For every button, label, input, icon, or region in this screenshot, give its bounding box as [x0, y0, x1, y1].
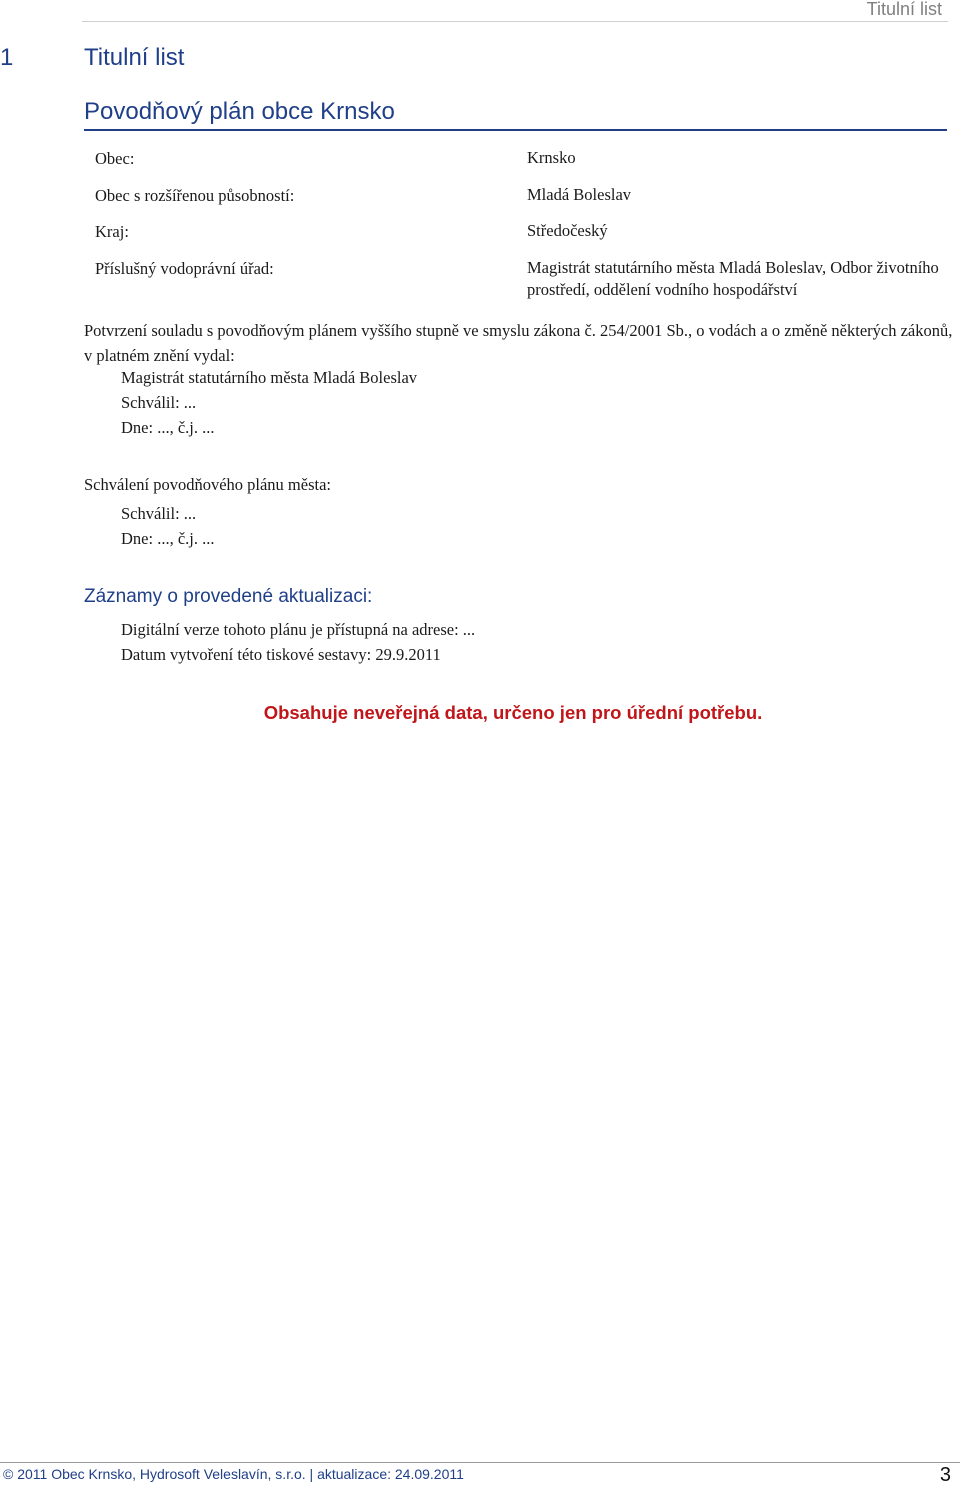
page-number: 3: [939, 1464, 951, 1486]
title-divider: [84, 129, 947, 131]
footer-copyright: © 2011 Obec Krnsko, Hydrosoft Veleslavín, s.r.o. | aktualizace: 24.09.2011: [3, 1466, 464, 1482]
info-value-urad: Magistrát statutárního města Mladá Boleslav, Odbor životního prostředí, oddělení vodního hospodářství: [527, 258, 939, 299]
approval-approved-by: Schválil: ...: [121, 504, 197, 523]
confirmation-issuer: Magistrát statutárního města Mladá Boleslav: [121, 368, 418, 387]
info-label-obec: Obec:: [95, 149, 135, 168]
info-value-obec: Krnsko: [527, 148, 576, 167]
info-label-urad: Příslušný vodoprávní úřad:: [95, 259, 274, 278]
section-title: Titulní list: [84, 44, 185, 71]
confidentiality-notice: Obsahuje neveřejná data, určeno jen pro úřední potřebu.: [263, 702, 763, 723]
confirmation-approved-by: Schválil: ...: [121, 393, 197, 412]
approval-date: Dne: ..., č.j. ...: [121, 529, 215, 548]
approval-heading: Schválení povodňového plánu města:: [84, 475, 331, 494]
header-divider: [82, 21, 948, 22]
confirmation-date: Dne: ..., č.j. ...: [121, 418, 215, 437]
section-number: 1: [0, 44, 14, 71]
footer-divider: [0, 1462, 960, 1463]
updates-heading: Záznamy o provedené aktualizaci:: [84, 586, 373, 607]
updates-digital-version: Digitální verze tohoto plánu je přístupná na adrese: ...: [121, 620, 476, 639]
info-value-kraj: Středočeský: [527, 221, 608, 240]
confirmation-paragraph: Potvrzení souladu s povodňovým plánem vyššího stupně ve smyslu zákona č. 254/2001 Sb., o vodách a o změně některých zákonů, v platném znění vydal:: [84, 321, 953, 365]
info-value-orp: Mladá Boleslav: [527, 185, 632, 204]
info-label-kraj: Kraj:: [95, 222, 129, 241]
running-header: Titulní list: [866, 0, 942, 19]
updates-creation-date: Datum vytvoření této tiskové sestavy: 29.9.2011: [121, 645, 441, 664]
info-label-orp: Obec s rozšířenou působností:: [95, 186, 295, 205]
document-title: Povodňový plán obce Krnsko: [84, 98, 395, 125]
